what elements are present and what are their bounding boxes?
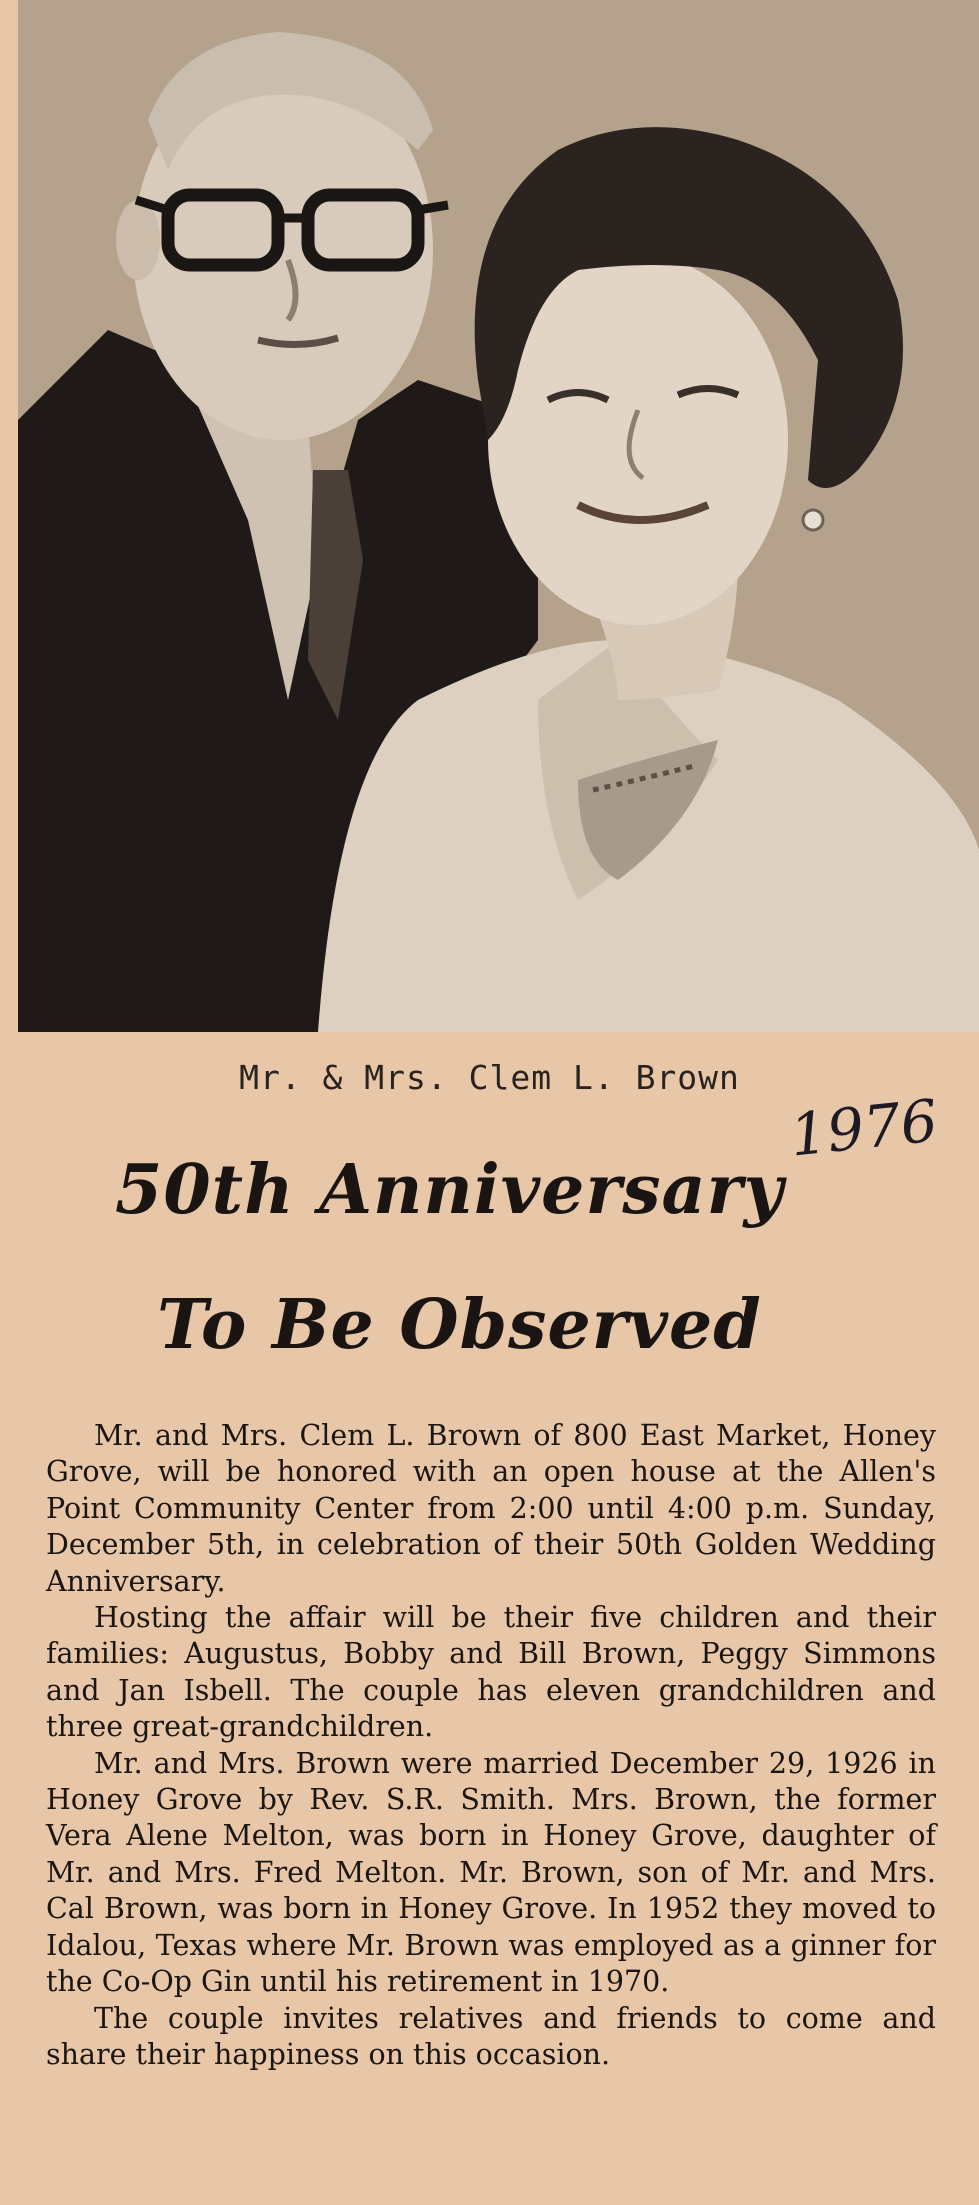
photo-caption: Mr. & Mrs. Clem L. Brown (239, 1058, 740, 1097)
article-paragraph: The couple invites relatives and friends to come and share their happiness on this occasion. (46, 2001, 936, 2071)
couple-photograph (18, 0, 979, 1032)
article-paragraph: Mr. and Mrs. Clem L. Brown of 800 East Market, Honey Grove, will be honored with an open house at the Allen's Point Community Center from 2:00 until 4:00 p.m. Sunday, December 5th, in celebration of their 50th Golden Wedding Anniversary. (46, 1419, 936, 1598)
handwritten-year-annotation: 1976 (786, 1086, 941, 1170)
article-body (46, 1418, 936, 2073)
article-paragraph: Mr. and Mrs. Brown were married December 29, 1926 in Honey Grove by Rev. S.R. Smith. Mrs. Brown, the former Vera Alene Melton, was born in Honey Grove, daughter of Mr. and Mrs. Fred Melton. Mr. Brown, son of Mr. and Mrs. Cal Brown, was born in Honey Grove. In 1952 they moved to Idalou, Texas where Mr. Brown was employed as a ginner for the Co-Op Gin until his retirement in 1970. (46, 1746, 936, 1999)
headline-line-2: To Be Observed (157, 1285, 762, 1365)
article-paragraph: Hosting the affair will be their five children and their families: Augustus, Bobby and Bill Brown, Peggy Simmons and Jan Isbell. The couple has eleven grandchildren and three great-grandchildren. (46, 1601, 936, 1744)
headline-line-1: 50th Anniversary (115, 1150, 784, 1230)
